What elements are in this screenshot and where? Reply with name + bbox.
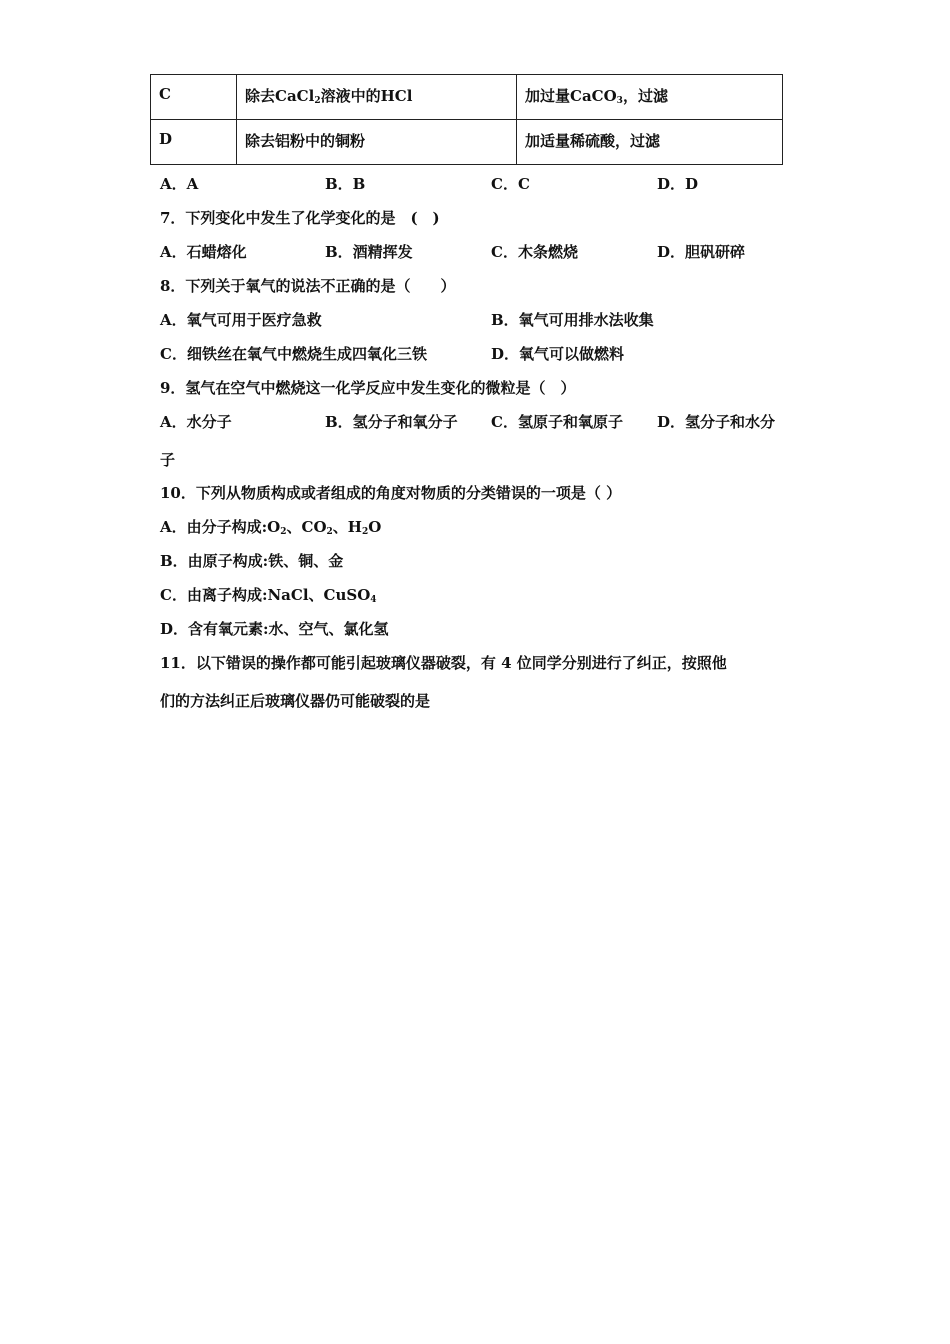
option-text: 、CO [286,518,327,536]
method-text: 加过量CaCO [525,87,617,105]
option-text: A．由分子构成:O [160,518,281,536]
table-row [151,120,783,165]
q8-option-c[interactable]: C．细铁丝在氧气中燃烧生成四氧化三铁 [160,345,427,363]
q9-option-a[interactable]: A．水分子 [160,413,232,431]
row-goal: 除去铝粉中的铜粉 [237,120,517,165]
goal-text: 溶液中的HCl [320,87,413,105]
q6-option-c[interactable]: C．C [491,175,530,193]
option-text: 、H [332,518,362,536]
subscript: 4 [370,595,377,605]
q9-option-d-wrap: 子 [160,451,176,469]
q11-stem-line1: 11．以下错误的操作都可能引起玻璃仪器破裂，有 4 位同学分别进行了纠正，按照他 [160,654,727,672]
subscript: 3 [616,96,623,106]
q9-stem: 9．氢气在空气中燃烧这一化学反应中发生变化的微粒是（ ） [160,379,576,397]
q7-option-c[interactable]: C．木条燃烧 [491,243,578,261]
q10-option-d[interactable]: D．含有氧元素:水、空气、氯化氢 [160,620,389,638]
option-text: C．由离子构成:NaCl、CuSO [160,586,371,604]
subscript: 2 [361,527,369,537]
q6-option-d[interactable]: D．D [657,175,699,193]
q10-option-b[interactable]: B．由原子构成:铁、铜、金 [160,552,344,570]
q11-stem-line2: 们的方法纠正后玻璃仪器仍可能破裂的是 [160,692,431,710]
row-method [517,75,783,120]
option-text: O [368,518,382,536]
q7-stem: 7．下列变化中发生了化学变化的是 ( ) [160,209,440,227]
subscript: 2 [326,527,333,537]
q6-option-b[interactable]: B．B [325,175,366,193]
formula: CaCl [275,87,315,105]
options-table [150,74,783,165]
q6-option-a[interactable]: A．A [160,175,199,193]
q8-option-a[interactable]: A．氧气可用于医疗急救 [160,311,322,329]
goal-text: 除去 [245,87,276,105]
q8-option-d[interactable]: D．氧气可以做燃料 [491,345,625,363]
subscript: 2 [280,527,287,537]
q7-option-a[interactable]: A．石蜡熔化 [160,243,247,261]
q10-option-a[interactable] [160,517,381,537]
q10-stem: 10．下列从物质构成或者组成的角度对物质的分类错误的一项是（ ） [160,484,622,502]
q9-option-c[interactable]: C．氢原子和氧原子 [491,413,623,431]
row-label: D [151,120,237,165]
row-method: 加适量稀硫酸，过滤 [517,120,783,165]
subscript: 2 [314,96,321,106]
method-text: ，过滤 [622,87,668,105]
q8-stem: 8．下列关于氧气的说法不正确的是（ ） [160,277,456,295]
table-row [151,75,783,120]
q7-option-d[interactable]: D．胆矾研碎 [657,243,746,261]
q7-option-b[interactable]: B．酒精挥发 [325,243,413,261]
q9-option-d[interactable]: D．氢分子和水分 [657,413,776,431]
row-label: C [151,75,237,120]
q8-option-b[interactable]: B．氧气可用排水法收集 [491,311,654,329]
row-goal [237,75,517,120]
q10-option-c[interactable] [160,585,377,605]
q9-option-b[interactable]: B．氢分子和氧分子 [325,413,458,431]
